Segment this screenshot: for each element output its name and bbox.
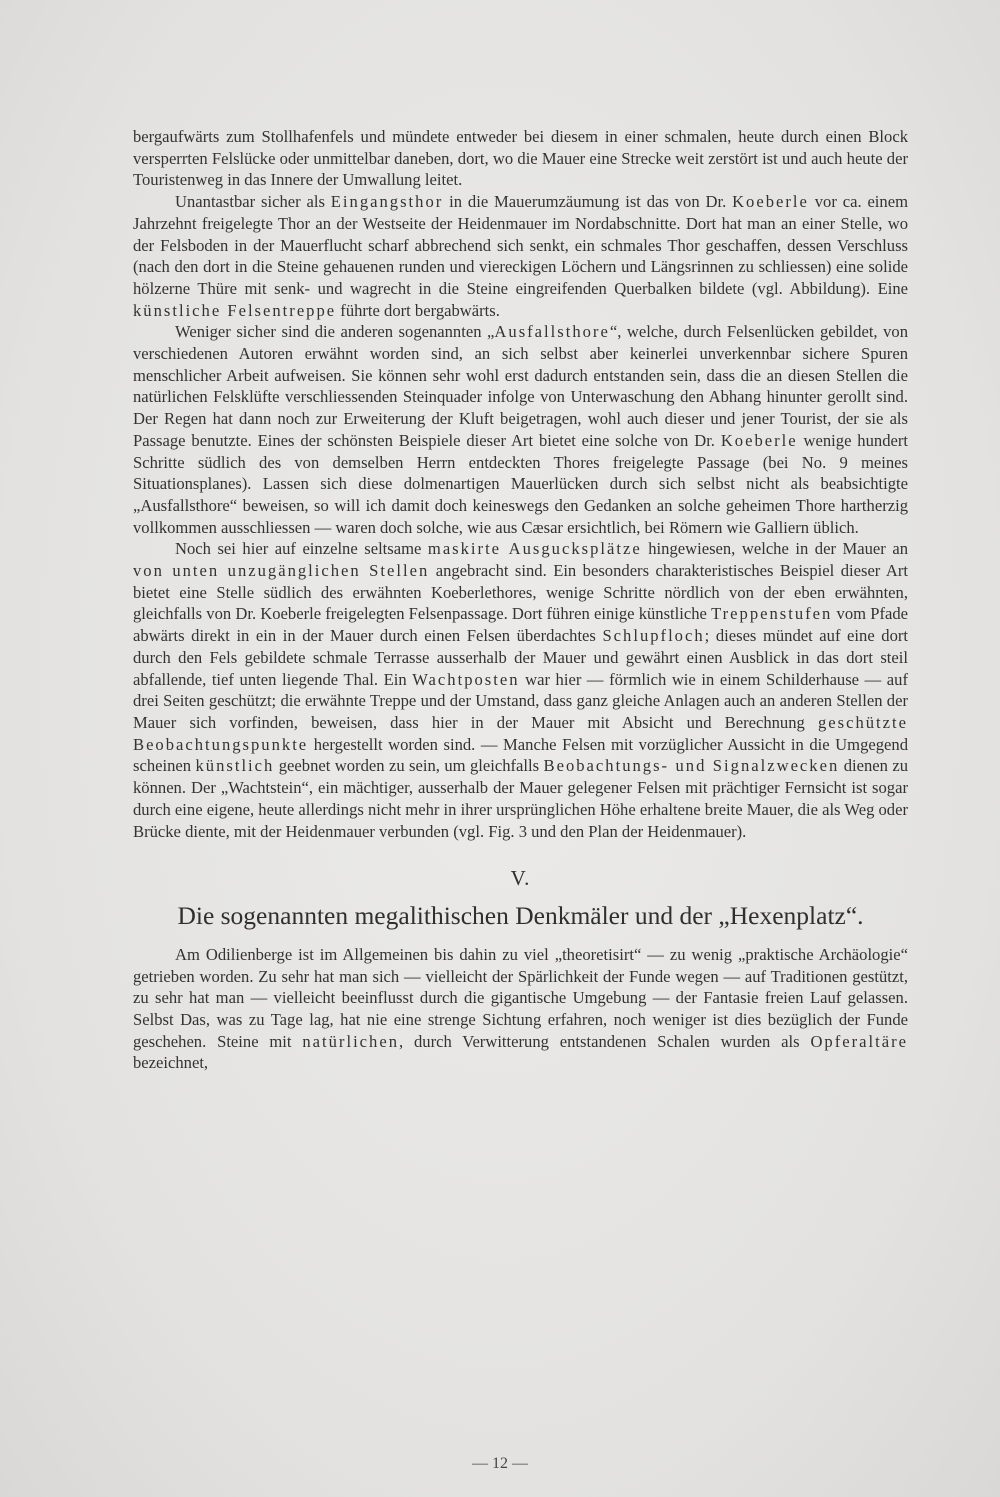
section-title: Die sogenannten megalithischen Denkmäler und der „Hexenplatz“. <box>177 900 864 930</box>
spaced-term: Wachtposten <box>412 669 520 689</box>
spaced-term: geschützte Beobachtungspunkte <box>133 712 908 754</box>
text-run: hergestellt worden sind. — Manche Felsen mit vorzüglicher Aussicht in die Umgegend scheinen <box>133 734 908 776</box>
paragraph-5 <box>133 944 908 1074</box>
spaced-term: künstliche Felsentreppe <box>133 300 337 320</box>
text-run: Noch sei hier auf einzelne seltsame <box>175 539 428 559</box>
text-run: Weniger sicher sind die anderen sogenannten „ <box>175 322 495 342</box>
text-run: dienen zu können. Der „Wachtstein“, ein mächtiger, ausserhalb der Mauer gelegener Felsen mit prächtiger Fernsicht ist sogar durch eine eigene, heute allerdings nicht mehr in ihrer ursprünglichen Höhe erhaltene breite Mauer, die als Weg oder Brücke diente, mit der Heidenmauer verbunden (vgl. Fig. 3 und den Plan der Heidenmauer). <box>133 756 909 841</box>
text-run: vor ca. einem Jahrzehnt freigelegte Thor an der Westseite der Heidenmauer im Nordabschnitte. Dort hat man an einer Stelle, wo der Felsboden in der Mauerflucht scharf abbrechend sich senkt, ein schmales Thor geschaffen, dessen Verschluss (nach den dort in die Steine gehauenen runden und viereckigen Löchern und Längsrinnen zu schliessen) eine solide hölzerne Thüre mit senk- und wagrecht in die Steine eingreifenden Querbalken bildete (vgl. Abbildung). Eine <box>133 192 908 298</box>
text-run: in die Mauerumzäumung ist das von Dr. <box>443 192 733 212</box>
text-run: hingewiesen, welche in der Mauer an <box>641 539 908 559</box>
text-run: vom Pfade abwärts direkt in ein in der Mauer durch einen Felsen überdachtes <box>133 604 908 646</box>
body-text <box>133 126 908 1074</box>
spaced-term: Ausfallsthore <box>494 322 610 342</box>
spaced-term: Treppenstufen <box>711 604 833 624</box>
paragraph-1 <box>133 126 908 191</box>
spaced-term: Schlupfloch <box>602 626 705 646</box>
spaced-term: von unten unzugänglichen Stellen <box>133 561 430 581</box>
spaced-term: natürlichen <box>302 1031 399 1051</box>
text-run: führte dort bergabwärts. <box>336 300 500 320</box>
spaced-term: Opferaltäre <box>810 1031 908 1051</box>
paragraph-3 <box>133 321 908 538</box>
text-run: , durch Verwitterung entstandenen Schalen wurden als <box>399 1031 811 1051</box>
text-run: Am Odilienberge ist im Allgemeinen bis dahin zu viel „theoretisirt“ — zu wenig „praktische Archäologie“ getrieben worden. Zu sehr hat man sich — vielleicht der Spärlichkeit der Funde wegen — auf Traditionen gestützt, zu sehr hat man — vielleicht beeinflusst durch die gigantische Umgebung — der Fantasie freien Lauf gelassen. Selbst Das, was zu Tage lag, hat nie eine strenge Sichtung erfahren, noch weniger ist dies bezüglich der Funde geschehen. Steine mit <box>133 944 908 1051</box>
paragraph-4 <box>133 538 908 842</box>
paragraph-2 <box>133 191 908 321</box>
spaced-term: Beobachtungs- und Signalzwecken <box>543 756 840 776</box>
text-run: angebracht sind. Ein besonders charakteristisches Beispiel dieser Art bietet eine Stelle südlich des erwähnten Koeberlethores, wenige Schritte nördlich von der eben erwähnten, gleichfalls von Dr. Koeberle freigelegten Felsenpassage. Dort führen einige künstliche <box>133 561 908 624</box>
text-run: ; dieses mündet auf eine dort durch den Fels gebildete schmale Terrasse ausserhalb der Mauer und gewährt einen Ausblick in das dort steil abfallende, tief unten liegende Thal. Ein <box>133 626 908 689</box>
spaced-term: künstlich <box>195 756 275 776</box>
page-number: — 12 — <box>472 1455 528 1472</box>
text-run: war hier — förmlich wie in einem Schilderhause — auf drei Seiten geschützt; die erwähnte Treppe und der Umstand, dass ganz gleiche Anlagen auch an anderen Stellen der Mauer sich vorfinden, beweisen, dass hier in der Mauer mit Absicht und Berechnung <box>133 669 908 732</box>
section-number: V. <box>510 866 531 891</box>
text-run: “, welche, durch Felsenlücken gebildet, von verschiedenen Autoren erwähnt worden sind, an sich selbst aber keinerlei unverkennbar sichere Spuren menschlicher Arbeit aufweisen. Sie können sehr wohl erst dadurch entstanden sein, dass die an diesen Stellen die natürlichen Felsklüfte verschliessenden Steinquader infolge von Unterwaschung den Abhang hinunter gerollt sind. Der Regen hat dann noch zur Erweiterung der Kluft beigetragen, wohl auch dieser und jener Tourist, der sie als Passage benutzte. Eines der schönsten Beispiele dieser Art bietet eine solche von Dr. <box>133 322 909 450</box>
spaced-term: Koeberle <box>732 192 809 212</box>
spaced-term: Koeberle <box>720 430 798 450</box>
text-run: bezeichnet, <box>133 1053 209 1073</box>
text-run: geebnet worden zu sein, um gleichfalls <box>274 756 544 776</box>
text-run: wenige hundert Schritte südlich des von demselben Herrn entdeckten Thores freigelegte Passage (bei No. 9 meines Situationsplanes). Lassen sich diese dolmenartigen Mauerlücken durch sich selbst nicht als beabsichtigte „Ausfallsthore“ beweisen, so will ich damit doch keineswegs den Gedanken an solche geheimen Thore hartherzig vollkommen ausschliessen — waren doch solche, wie aus Cæsar ersichtlich, bei Römern wie Galliern üblich. <box>133 430 908 537</box>
spaced-term: maskirte Ausgucksplätze <box>427 539 642 559</box>
text-run: Unantastbar sicher als <box>175 192 331 212</box>
spaced-term: Eingangsthor <box>330 192 444 212</box>
text-run: bergaufwärts zum Stollhafenfels und mündete entweder bei diesem in einer schmalen, heute durch einen Block versperrten Felslücke oder unmittelbar daneben, dort, wo die Mauer eine Strecke weit zerstört ist und auch heute der Touristenweg in das Innere der Umwallung leitet. <box>133 127 908 190</box>
